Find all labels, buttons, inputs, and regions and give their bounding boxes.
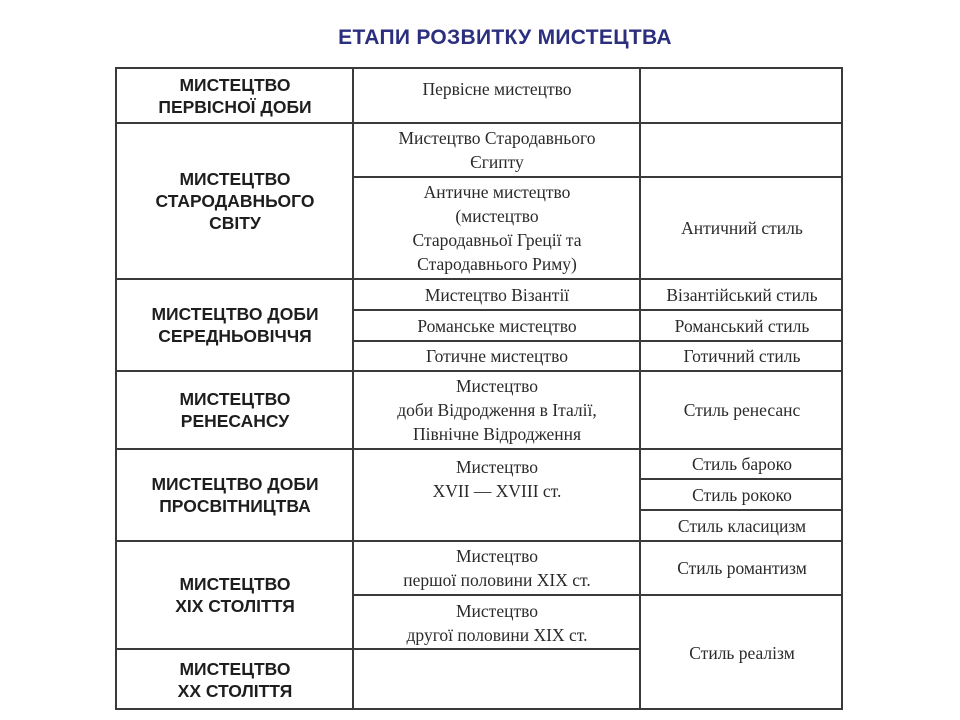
art-cell: Мистецтво другої половини XIX ст.	[406, 601, 588, 645]
column-divider	[352, 69, 354, 710]
style-cell: Романський стиль	[674, 315, 810, 336]
style-cell: Готичний стиль	[683, 346, 801, 366]
art-stages-table	[115, 67, 843, 710]
style-cell: Стиль реалізм	[689, 642, 795, 663]
row-divider	[117, 540, 843, 542]
art-cell: Первісне мистецтво	[422, 79, 572, 99]
row-divider	[117, 448, 843, 450]
art-cell: Мистецтво доби Відродження в Італії, Північне Відродження	[397, 376, 597, 444]
page-title: ЕТАПИ РОЗВИТКУ МИСТЕЦТВА	[338, 26, 672, 49]
art-cell: Античне мистецтво (мистецтво Стародавньої Греції та Стародавнього Риму)	[412, 182, 582, 274]
art-cell	[354, 649, 640, 710]
era-cell: МИСТЕЦТВО XIX СТОЛІТТЯ	[175, 574, 295, 616]
column-divider	[639, 69, 641, 710]
row-divider	[117, 278, 843, 280]
style-cell: Стиль класицизм	[677, 515, 807, 536]
style-cell	[641, 69, 843, 123]
row-divider	[640, 509, 843, 511]
style-cell: Стиль бароко	[691, 454, 793, 474]
art-cell: Романське мистецтво	[417, 315, 577, 336]
row-divider	[117, 648, 640, 650]
era-cell: МИСТЕЦТВО ПЕРВІСНОЇ ДОБИ	[158, 75, 312, 117]
art-cell: Готичне мистецтво	[426, 346, 568, 366]
style-cell: Античний стиль	[681, 218, 803, 238]
era-cell: МИСТЕЦТВО РЕНЕСАНСУ	[179, 389, 291, 431]
row-divider	[353, 340, 843, 342]
row-divider	[117, 122, 843, 124]
style-cell: Стиль романтизм	[677, 558, 807, 578]
style-cell: Візантійський стиль	[666, 284, 818, 305]
art-cell: Мистецтво XVII — XVIII ст.	[432, 457, 562, 501]
row-divider	[353, 176, 843, 178]
era-cell: МИСТЕЦТВО XX СТОЛІТТЯ	[177, 658, 293, 701]
era-cell: МИСТЕЦТВО СТАРОДАВНЬОГО СВІТУ	[155, 169, 315, 233]
art-cell: Мистецтво Стародавнього Єгипту	[398, 128, 596, 172]
row-divider	[117, 370, 843, 372]
art-cell: Мистецтво Візантії	[424, 284, 570, 305]
row-divider	[353, 594, 843, 596]
art-cell: Мистецтво першої половини XIX ст.	[403, 546, 591, 590]
style-cell	[641, 123, 843, 177]
era-cell: МИСТЕЦТВО ДОБИ СЕРЕДНЬОВІЧЧЯ	[151, 304, 319, 346]
row-divider	[640, 478, 843, 480]
style-cell: Стиль ренесанс	[683, 400, 801, 420]
era-cell: МИСТЕЦТВО ДОБИ ПРОСВІТНИЦТВА	[151, 474, 319, 516]
style-cell: Стиль рококо	[692, 484, 792, 505]
row-divider	[353, 309, 843, 311]
